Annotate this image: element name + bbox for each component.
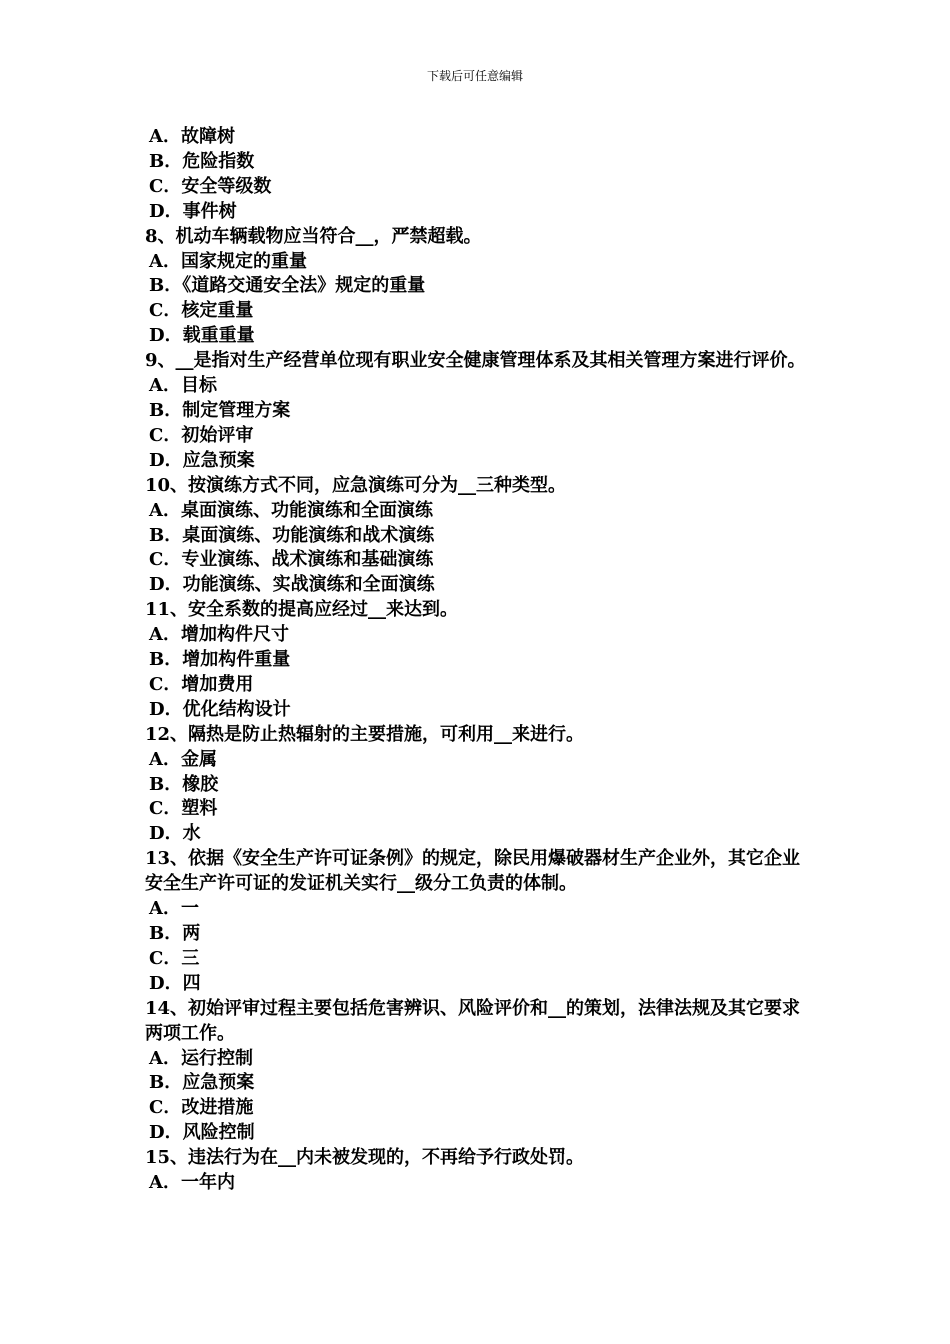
answer-option: A．一年内 [149,1172,235,1194]
answer-option: C．改进措施 [149,1097,254,1119]
question-stem: 13、依据《安全生产许可证条例》的规定，除民用爆破器材生产企业外，其它企业安全生产许可证的发证机关实行__级分工负责的体制。 [145,848,801,895]
answer-option: D．四 [149,972,201,994]
question-stem: 12、隔热是防止热辐射的主要措施，可利用__来进行。 [145,723,585,745]
question-stem: 14、初始评审过程主要包括危害辨识、风险评价和__的策划，法律法规及其它要求两项工作。 [145,997,801,1044]
answer-option: B．橡胶 [149,773,219,795]
answer-option: B．桌面演练、功能演练和战术演练 [149,524,435,546]
answer-option: B．增加构件重量 [149,649,291,671]
answer-option: C．核定重量 [149,300,254,322]
answer-option: C．三 [149,947,200,969]
answer-option: D．应急预案 [149,449,255,471]
answer-option: D．事件树 [149,200,237,222]
answer-option: C．塑料 [149,798,218,820]
question-stem: 15、违法行为在__内未被发现的，不再给予行政处罚。 [145,1147,585,1169]
answer-option: C．增加费用 [149,673,254,695]
answer-option: A．增加构件尺寸 [149,624,289,646]
answer-option: D．优化结构设计 [149,698,291,720]
answer-option: B．危险指数 [149,150,255,172]
question-stem: 8、机动车辆载物应当符合__，严禁超载。 [145,225,482,247]
answer-option: B．两 [149,923,201,944]
answer-option: C．专业演练、战术演练和基础演练 [149,549,434,571]
answer-option: B．应急预案 [149,1072,255,1094]
page-header: 下载后可任意编辑 [426,69,523,83]
question-stem: 9、__是指对生产经营单位现有职业安全健康管理体系及其相关管理方案进行评价。 [145,350,806,372]
answer-option: D．水 [149,823,201,845]
answer-option: B．制定管理方案 [149,399,291,421]
question-stem: 11、安全系数的提高应经过__来达到。 [145,599,459,621]
answer-option: A．故障树 [149,126,235,147]
answer-option: A．目标 [149,375,217,397]
answer-option: A．一 [149,898,199,920]
answer-option: D．风险控制 [149,1122,255,1144]
answer-option: A．桌面演练、功能演练和全面演练 [149,499,433,521]
document-body [145,125,810,1196]
question-stem: 10、按演练方式不同，应急演练可分为__三种类型。 [145,474,567,496]
answer-option: C．初始评审 [149,424,254,446]
answer-option: D．载重重量 [149,325,255,347]
answer-option: C．安全等级数 [149,175,272,197]
answer-option: A．国家规定的重量 [149,250,307,272]
answer-option: D．功能演练、实战演练和全面演练 [149,574,435,596]
answer-option: A．运行控制 [149,1047,253,1069]
answer-option: B．《道路交通安全法》规定的重量 [149,275,426,297]
answer-option: A．金属 [149,748,217,770]
